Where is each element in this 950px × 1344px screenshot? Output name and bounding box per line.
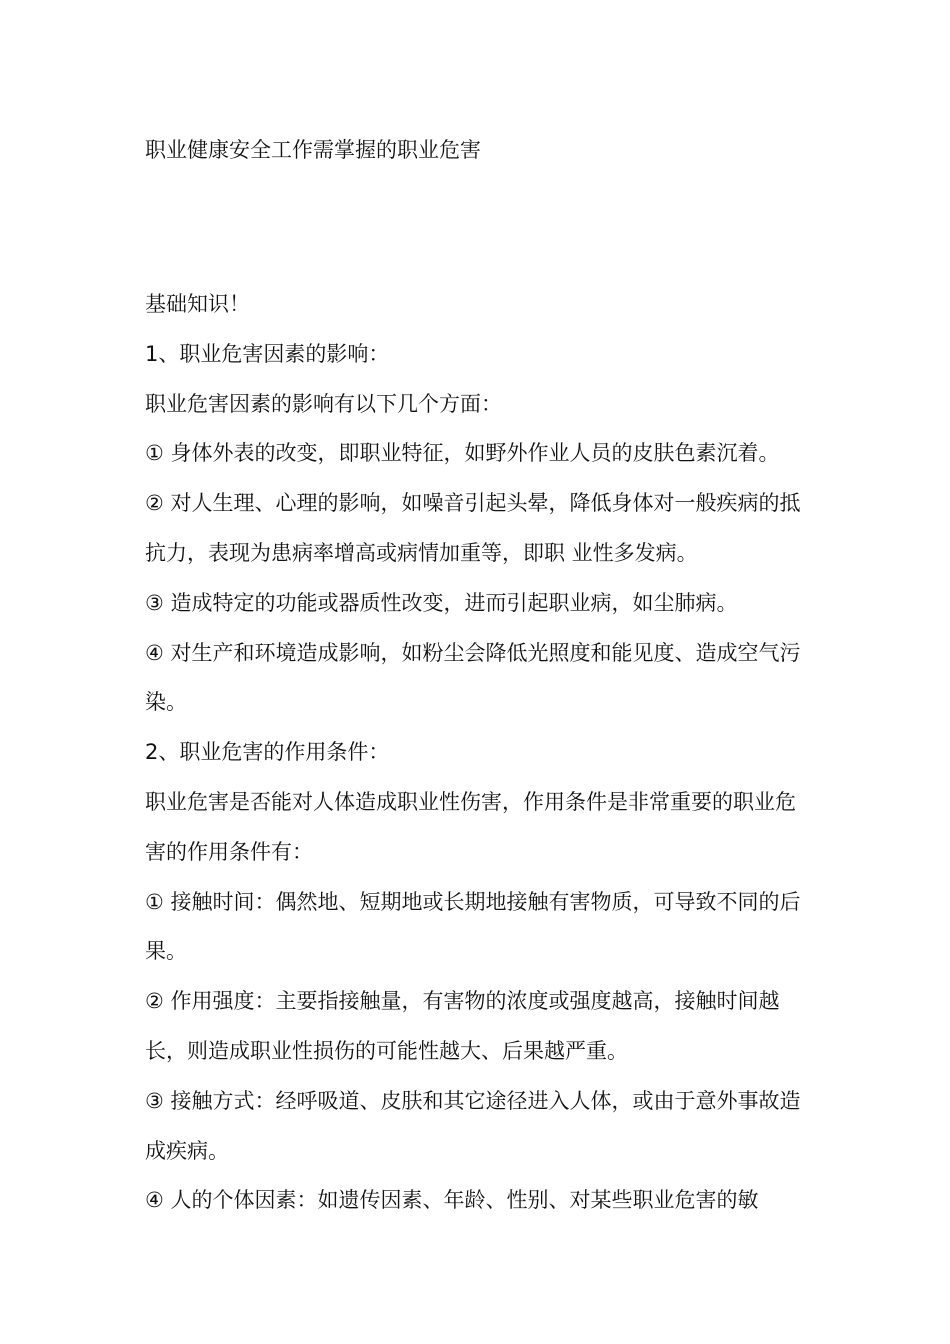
paragraph: 2、职业危害的作用条件： — [145, 740, 390, 765]
paragraph: 职业危害因素的影响有以下几个方面： — [145, 391, 502, 416]
document-title: 职业健康安全工作需掌握的职业危害 — [145, 138, 481, 162]
paragraph: 基础知识！ — [145, 292, 250, 316]
paragraph: ② 对人生理、心理的影响，如噪音引起头晕，降低身体对一般疾病的抵抗力，表现为患病率增高或病情加重等，即职 业性多发病。 — [145, 491, 801, 565]
paragraph: 1、职业危害因素的影响： — [145, 341, 390, 366]
paragraph: ④ 人的个体因素：如遗传因素、年龄、性别、对某些职业危害的敏 — [145, 1188, 759, 1213]
paragraph: ① 身体外表的改变，即职业特征，如野外作业人员的皮肤色素沉着。 — [145, 441, 780, 466]
paragraph: ③ 造成特定的功能或器质性改变，进而引起职业病，如尘肺病。 — [145, 590, 738, 615]
paragraph: ① 接触时间：偶然地、短期地或长期地接触有害物质，可导致不同的后果。 — [145, 889, 801, 964]
document-body — [145, 280, 815, 1226]
paragraph: ② 作用强度：主要指接触量，有害物的浓度或强度越高，接触时间越长，则造成职业性损伤的可能性越大、后果越严重。 — [145, 989, 780, 1063]
paragraph: 职业危害是否能对人体造成职业性伤害，作用条件是非常重要的职业危害的作用条件有： — [145, 789, 796, 864]
paragraph: ③ 接触方式：经呼吸道、皮肤和其它途径进入人体，或由于意外事故造成疾病。 — [145, 1088, 801, 1163]
paragraph: ④ 对生产和环境造成影响，如粉尘会降低光照度和能见度、造成空气污染。 — [145, 640, 801, 715]
